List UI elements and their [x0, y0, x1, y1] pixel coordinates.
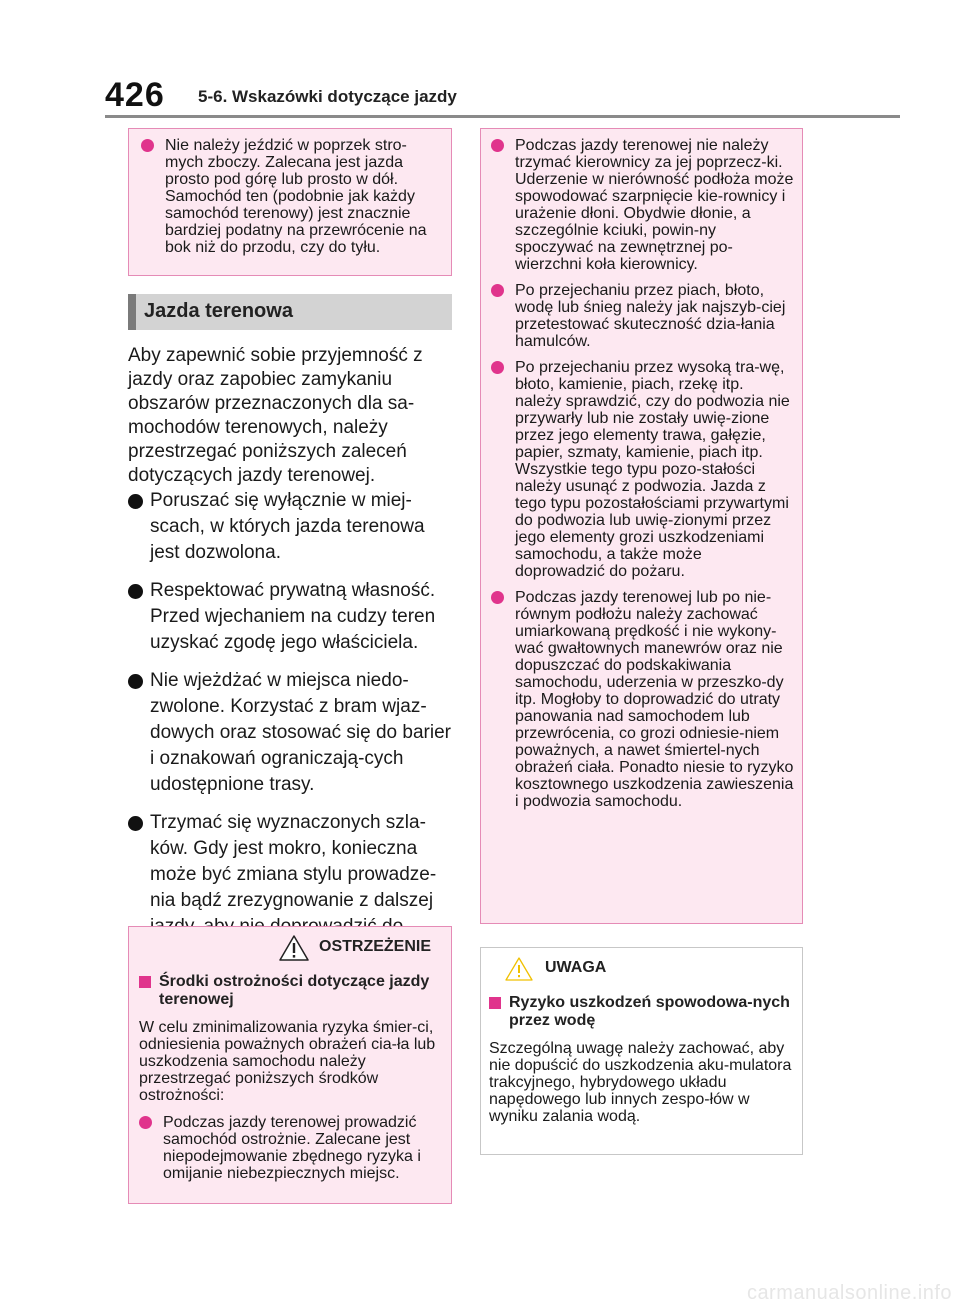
- rule-text: Nie wjeżdżać w miejsca niedo-zwolone. Korzystać z bram wjaz-dowych oraz stosować się do barier i oznakowań ograniczają-cych udostępnione trasy.: [150, 670, 451, 795]
- bullet-dot-icon: [491, 284, 504, 297]
- bullet-dot-icon: [141, 139, 154, 152]
- page-number: 426: [105, 76, 165, 114]
- bullet-dot-icon: [128, 584, 143, 599]
- warning-bullet: [139, 1114, 443, 1182]
- page-header: [0, 0, 960, 120]
- notice-title: UWAGA: [545, 959, 607, 976]
- notice-subtitle-text: Ryzyko uszkodzeń spowodowa-nych przez wodę: [509, 994, 790, 1029]
- top-note-text: Nie należy jeździć w poprzek stro-mych zboczy. Zalecana jest jazda prosto pod górę lub prosto w dół. Samochód ten (podobnie jak każdy samochód terenowy) jest znacznie bardziej podatny na przewrócenie na bok niż do przodu, czy do tyłu.: [165, 137, 427, 256]
- note-text: Podczas jazdy terenowej lub po nie-równym podłożu należy zachować umiarkowaną prędkość i nie wykony-wać gwałtownych manewrów oraz nie dopuszczać do podskakiwania samochodu, uderzenia w przeszko-dy itp. Mogłoby to doprowadzić do utraty panowania nad samochodem lub przewrócenia, co grozi odniesie-niem poważnych, a nawet śmiertel-nych obrażeń ciała. Ponadto niesie to ryzyko kosztownego uszkodzenia zawieszenia i podwozia samochodu.: [515, 589, 794, 810]
- rule-item: [128, 488, 458, 566]
- warning-body: W celu zminimalizowania ryzyka śmier-ci, odniesienia poważnych obrażeń cia-ła lub uszkodzenia samochodu należy przestrzegać poniższych środków ostrożności:: [139, 1019, 436, 1104]
- note-text: Po przejechaniu przez wysoką tra-wę, błoto, kamienie, piach, rzekę itp. należy sprawdzić, czy do podwozia nie przywarły lub nie zostały uwię-zione przez jego elementy trawa, gałęzie, papier, szmaty, kamienie, piach itp. Wszystkie tego typu pozo-stałości należy usunąć z podwozia. Jazda z tego typu pozostałościami przywartymi do podwozia lub uwię-zionymi przez jego elementy grozi uszkodzeniami samochodu, a także może doprowadzić do pożaru.: [515, 359, 790, 580]
- bullet-dot-icon: [491, 139, 504, 152]
- rule-text: Trzymać się wyznaczonych szla-ków. Gdy jest mokro, konieczna może być zmiana stylu prowadze-nia bądź zrezygnowanie z dalszej: [150, 812, 437, 911]
- note-text: Po przejechaniu przez piach, błoto, wodę lub śnieg należy jak najszyb-ciej przetestować skuteczność dzia-łania hamulców.: [515, 282, 786, 350]
- note-item: [491, 282, 794, 350]
- section-banner: [128, 294, 452, 330]
- note-text: Podczas jazdy terenowej nie należy trzymać kierownicy za jej poprzecz-ki. Uderzenie w nierówność podłoża może spowodować szarpnięcie kie-rownicy i urażenie dłoni. Obydwie dłonie, a szczególnie kciuki, powin-ny spoczywać na zewnętrznej po-wierzchni koła kierownicy.: [515, 137, 794, 273]
- square-bullet-icon: [139, 976, 151, 988]
- note-item: [491, 137, 794, 273]
- bullet-dot-icon: [128, 816, 143, 831]
- section-title: 5-6. Wskazówki dotyczące jazdy: [198, 87, 457, 106]
- note-item: [491, 589, 794, 810]
- note-item: [491, 359, 794, 580]
- watermark: carmanualsonline.info: [746, 1282, 952, 1304]
- warning-box: [128, 926, 452, 1204]
- caution-triangle-icon: [505, 957, 533, 981]
- offroad-rules: [128, 488, 458, 978]
- rule-text: Respektować prywatną własność. Przed wjechaniem na cudzy teren uzyskać zgodę jego właściciela.: [150, 580, 436, 653]
- header-divider: [105, 115, 900, 118]
- warning-subtitle: [139, 973, 443, 1009]
- bullet-dot-icon: [128, 494, 143, 509]
- notice-body: Szczególną uwagę należy zachować, aby nie dopuścić do uszkodzenia aku-mulatora trakcyjnego, hybrydowego układu napędowego lub innych zespo-łów w wyniku zalania wodą.: [489, 1040, 792, 1125]
- top-note-item: [141, 137, 441, 256]
- banner-bar: [128, 294, 136, 330]
- bullet-dot-icon: [139, 1116, 152, 1129]
- offroad-intro: Aby zapewnić sobie przyjemność z jazdy oraz zapobiec zamykaniu obszarów przeznaczonych dla sa-mochodów terenowych, należy przestrzegać poniższych zaleceń dotyczących jazdy terenowej.: [128, 345, 423, 486]
- bullet-dot-icon: [491, 361, 504, 374]
- rule-item: [128, 578, 458, 656]
- warning-title: OSTRZEŻENIE: [319, 938, 432, 955]
- warning-triangle-icon: [279, 935, 309, 961]
- rule-item: [128, 668, 458, 798]
- notice-subtitle: [489, 994, 795, 1030]
- notice-header: [481, 948, 802, 988]
- bullet-dot-icon: [491, 591, 504, 604]
- notice-box: [480, 947, 803, 1155]
- right-notes-box: [480, 128, 803, 924]
- square-bullet-icon: [489, 997, 501, 1009]
- bullet-dot-icon: [128, 674, 143, 689]
- warning-header: [129, 927, 451, 967]
- warning-subtitle-text: Środki ostrożności dotyczące jazdy terenowej: [159, 973, 430, 1008]
- rule-text: Poruszać się wyłącznie w miej-scach, w których jazda terenowa jest dozwolona.: [150, 490, 425, 563]
- warning-bullet-text: Podczas jazdy terenowej prowadzić samochód ostrożnie. Zalecane jest niepodejmowanie zbędnego ryzyka i omijanie niebezpiecznych miejsc.: [163, 1114, 421, 1182]
- offroad-heading: Jazda terenowa: [144, 300, 293, 322]
- top-note-box: [128, 128, 452, 276]
